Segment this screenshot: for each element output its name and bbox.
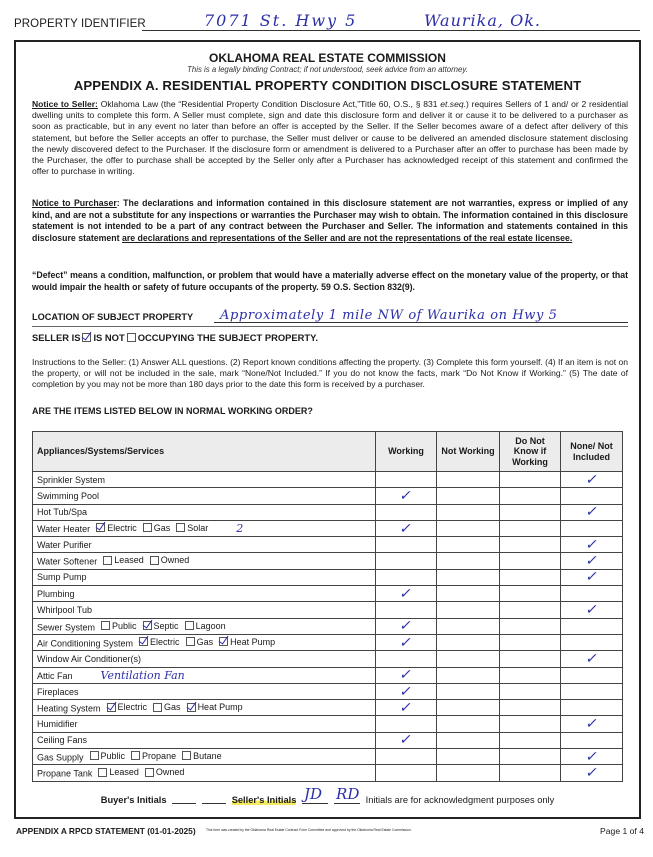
status-cell-not-working[interactable]: [437, 732, 500, 748]
item-name: Heating System: [37, 703, 101, 714]
table-row: [33, 569, 623, 585]
option-label: Owned: [155, 767, 185, 778]
option-checkbox[interactable]: [90, 751, 99, 760]
item-option: [98, 767, 139, 777]
status-cell-not-working[interactable]: [437, 667, 500, 683]
status-cell-do-not-know[interactable]: [500, 504, 561, 520]
initials-row: [16, 785, 639, 805]
item-option: [150, 555, 190, 565]
option-label: Butane: [193, 750, 222, 761]
item-cell: [33, 634, 376, 650]
status-cell-none[interactable]: [561, 651, 623, 667]
option-label: Electric: [117, 702, 148, 713]
option-checkbox[interactable]: [103, 556, 112, 565]
option-checkbox[interactable]: [107, 703, 116, 712]
option-checkbox[interactable]: [150, 556, 159, 565]
option-checkbox[interactable]: [96, 523, 105, 532]
status-cell-none[interactable]: [561, 700, 623, 716]
item-name: Air Conditioning System: [37, 638, 134, 649]
status-cell-working[interactable]: [376, 651, 437, 667]
item-name: Water Heater: [37, 524, 91, 535]
status-cell-working[interactable]: [376, 472, 437, 488]
status-cell-none[interactable]: [561, 520, 623, 536]
working-order-question: ARE THE ITEMS LISTED BELOW IN NORMAL WORKING ORDER?: [32, 406, 313, 416]
check-mark-icon: ✓: [583, 716, 600, 733]
check-mark-icon: ✓: [583, 650, 600, 667]
seller-initial-2-value: RD: [336, 785, 360, 803]
table-header-row: [33, 432, 623, 472]
col-header-none-not-included: None/ Not Included: [561, 432, 623, 472]
item-cell: [33, 504, 376, 520]
check-mark-icon: ✓: [398, 487, 414, 504]
table-row: [33, 732, 623, 748]
footer-form-id: APPENDIX A RPCD STATEMENT (01-01-2025): [16, 826, 196, 836]
col-header-working: Working: [376, 432, 437, 472]
status-cell-not-working[interactable]: [437, 504, 500, 520]
status-cell-working[interactable]: [376, 569, 437, 585]
status-cell-not-working[interactable]: [437, 618, 500, 634]
status-cell-none[interactable]: [561, 553, 623, 569]
notice-to-purchaser: [32, 198, 628, 244]
option-label: Electric: [107, 522, 137, 533]
table-row: [33, 472, 623, 488]
status-cell-none[interactable]: [561, 765, 623, 781]
property-identifier: [14, 10, 640, 32]
status-cell-do-not-know[interactable]: [500, 700, 561, 716]
status-cell-none[interactable]: [561, 586, 623, 602]
status-cell-do-not-know[interactable]: [500, 553, 561, 569]
status-cell-none[interactable]: [561, 602, 623, 618]
status-cell-do-not-know[interactable]: [500, 716, 561, 732]
disclosure-form: [14, 40, 641, 819]
status-cell-not-working[interactable]: [437, 765, 500, 781]
status-cell-not-working[interactable]: [437, 586, 500, 602]
item-name: Gas Supply: [37, 752, 84, 763]
status-cell-do-not-know[interactable]: [500, 651, 561, 667]
notice-to-seller-label: Notice to Seller:: [32, 99, 98, 109]
table-row: [33, 651, 623, 667]
option-label: Solar: [187, 522, 209, 533]
item-name: Water Purifier: [37, 539, 92, 550]
status-cell-working[interactable]: [376, 586, 437, 602]
item-name: Sprinkler System: [37, 474, 106, 485]
status-cell-none[interactable]: [561, 634, 623, 650]
option-label: Septic: [153, 620, 179, 631]
status-cell-do-not-know[interactable]: [500, 765, 561, 781]
col-header-do-not-know: Do Not Know if Working: [500, 432, 561, 472]
item-name: Fireplaces: [37, 686, 79, 697]
check-mark-icon: ✓: [583, 748, 600, 765]
option-label: Heat Pump: [230, 636, 276, 647]
item-name: Propane Tank: [37, 768, 93, 779]
item-option: [182, 751, 222, 761]
notice-to-seller-italic: et.seq.: [440, 99, 466, 109]
item-name: Sump Pump: [37, 572, 87, 583]
table-row: [33, 700, 623, 716]
status-cell-do-not-know[interactable]: [500, 537, 561, 553]
item-name: Humidifier: [37, 719, 78, 730]
table-row: [33, 553, 623, 569]
check-mark-icon: ✓: [398, 667, 414, 684]
status-cell-not-working[interactable]: [437, 537, 500, 553]
item-cell: [33, 569, 376, 585]
commission-title: OKLAHOMA REAL ESTATE COMMISSION: [209, 51, 446, 65]
notice-to-purchaser-label: Notice to Purchaser: [32, 198, 117, 208]
item-cell: [33, 651, 376, 667]
item-cell: [33, 537, 376, 553]
status-cell-none[interactable]: [561, 569, 623, 585]
check-mark-icon: ✓: [583, 553, 600, 570]
option-checkbox[interactable]: [185, 621, 194, 630]
handwritten-note[interactable]: 2: [236, 522, 244, 536]
status-cell-not-working[interactable]: [437, 749, 500, 765]
check-mark-icon: ✓: [583, 602, 600, 619]
seller-initial-1-value: JD: [304, 785, 323, 803]
option-label: Leased: [109, 767, 139, 778]
option-checkbox[interactable]: [143, 621, 152, 630]
option-checkbox[interactable]: [145, 768, 154, 777]
item-name: Ceiling Fans: [37, 735, 88, 746]
defect-definition: “Defect” means a condition, malfunction, or problem that would have a materially adverse effect on the monetary value of the property, or that would impair the health or safety of future occupants of the property. 59 O.S. Section 832(9).: [32, 270, 628, 292]
status-cell-none[interactable]: [561, 716, 623, 732]
item-cell: [33, 488, 376, 504]
item-option: [103, 555, 144, 565]
occupancy-suffix: OCCUPYING THE SUBJECT PROPERTY.: [137, 332, 318, 343]
item-name: Attic Fan: [37, 670, 73, 681]
status-cell-working[interactable]: [376, 667, 437, 683]
item-name: Water Softener: [37, 556, 98, 567]
option-label: Heat Pump: [197, 702, 243, 713]
option-checkbox[interactable]: [153, 703, 162, 712]
status-cell-working[interactable]: [376, 634, 437, 650]
item-cell: [33, 520, 376, 536]
table-row: [33, 667, 623, 683]
item-cell: [33, 586, 376, 602]
option-checkbox[interactable]: [98, 768, 107, 777]
status-cell-working[interactable]: [376, 488, 437, 504]
option-label: Electric: [150, 636, 180, 647]
item-option: [187, 702, 243, 712]
status-cell-do-not-know[interactable]: [500, 569, 561, 585]
property-identifier-label: PROPERTY IDENTIFIER: [14, 18, 146, 30]
form-title: APPENDIX A. RESIDENTIAL PROPERTY CONDITION DISCLOSURE STATEMENT: [73, 78, 582, 93]
option-checkbox[interactable]: [219, 637, 228, 646]
option-label: Leased: [114, 555, 144, 566]
item-option: [143, 621, 179, 631]
status-cell-none[interactable]: [561, 683, 623, 699]
item-cell: [33, 716, 376, 732]
check-mark-icon: ✓: [398, 732, 414, 749]
item-option: [219, 637, 275, 647]
status-cell-not-working[interactable]: [437, 634, 500, 650]
option-label: Gas: [196, 636, 214, 647]
status-cell-none[interactable]: [561, 749, 623, 765]
status-cell-do-not-know[interactable]: [500, 749, 561, 765]
buyer-initials-label: Buyer's Initials: [100, 795, 167, 805]
item-cell: [33, 553, 376, 569]
page-number: Page 1 of 4: [600, 826, 644, 836]
status-cell-not-working[interactable]: [437, 472, 500, 488]
status-cell-do-not-know[interactable]: [500, 732, 561, 748]
status-cell-do-not-know[interactable]: [500, 586, 561, 602]
status-cell-do-not-know[interactable]: [500, 520, 561, 536]
table-row: [33, 749, 623, 765]
status-cell-do-not-know[interactable]: [500, 618, 561, 634]
table-row: [33, 586, 623, 602]
status-cell-not-working[interactable]: [437, 602, 500, 618]
item-cell: [33, 602, 376, 618]
item-cell: [33, 667, 376, 683]
option-checkbox[interactable]: [187, 703, 196, 712]
occupancy-is-not: IS NOT: [93, 332, 125, 343]
location-label: LOCATION OF SUBJECT PROPERTY: [32, 312, 194, 322]
item-cell: [33, 700, 376, 716]
property-identifier-line: [142, 30, 640, 31]
status-cell-not-working[interactable]: [437, 520, 500, 536]
status-cell-working[interactable]: [376, 504, 437, 520]
status-cell-none[interactable]: [561, 667, 623, 683]
status-cell-working[interactable]: [376, 520, 437, 536]
status-cell-working[interactable]: [376, 700, 437, 716]
item-option: [96, 523, 137, 533]
location-field: [32, 304, 628, 324]
status-cell-do-not-know[interactable]: [500, 683, 561, 699]
option-checkbox[interactable]: [139, 637, 148, 646]
status-cell-do-not-know[interactable]: [500, 667, 561, 683]
status-cell-not-working[interactable]: [437, 488, 500, 504]
item-option: [153, 702, 181, 712]
check-mark-icon: ✓: [583, 764, 600, 781]
status-cell-do-not-know[interactable]: [500, 602, 561, 618]
item-cell: [33, 618, 376, 634]
item-option: [186, 637, 214, 647]
handwritten-note[interactable]: Ventilation Fan: [100, 668, 185, 682]
seller-is-checkbox[interactable]: [82, 333, 91, 342]
seller-instructions: Instructions to the Seller: (1) Answer ALL questions. (2) Report known conditions affecting the property. (3) Complete this form yourself. (4) If an item is not on the property, or will not be included in the sale, mark “None/Not Included.” If you do not know the facts, mark “Do Not Know if Working.” (5) The date of completion by you may not be more than 180 days prior to the date this form is received by a purchaser.: [32, 357, 628, 390]
buyer-initial-field-1[interactable]: [172, 803, 196, 804]
seller-initial-field-1[interactable]: [302, 785, 328, 804]
status-cell-working[interactable]: [376, 732, 437, 748]
option-checkbox[interactable]: [182, 751, 191, 760]
item-option: [185, 621, 226, 631]
col-header-item: Appliances/Systems/Services: [33, 432, 376, 472]
item-cell: [33, 732, 376, 748]
status-cell-working[interactable]: [376, 618, 437, 634]
check-mark-icon: ✓: [398, 618, 414, 635]
option-checkbox[interactable]: [101, 621, 110, 630]
table-row: [33, 520, 623, 536]
status-cell-working[interactable]: [376, 553, 437, 569]
property-identifier-city[interactable]: Waurika, Ok.: [424, 11, 541, 30]
seller-initial-field-2[interactable]: [334, 785, 360, 804]
seller-is-not-checkbox[interactable]: [127, 333, 136, 342]
item-cell: [33, 749, 376, 765]
table-row: [33, 618, 623, 634]
status-cell-none[interactable]: [561, 504, 623, 520]
option-label: Lagoon: [195, 620, 226, 631]
option-checkbox[interactable]: [131, 751, 140, 760]
option-label: Gas: [164, 702, 181, 713]
item-name: Swimming Pool: [37, 490, 100, 501]
item-cell: [33, 683, 376, 699]
notice-to-purchaser-text: : The declarations and information contained in this disclosure statement are not warranties, express or implied of any kind, and are not a substitute for any inspections or warranties the Purchaser may wish to obtain. The information contained in this disclosure statement is not intended to be a part of any contract between the Purchaser and Seller. The information and statements contained in this disclosure statement: [32, 198, 628, 243]
status-cell-working[interactable]: [376, 602, 437, 618]
item-option: [131, 751, 176, 761]
item-cell: [33, 765, 376, 781]
status-cell-not-working[interactable]: [437, 683, 500, 699]
option-label: Public: [112, 620, 137, 631]
col-header-not-working: Not Working: [437, 432, 500, 472]
status-cell-not-working[interactable]: [437, 569, 500, 585]
status-cell-none[interactable]: [561, 472, 623, 488]
status-cell-not-working[interactable]: [437, 700, 500, 716]
location-value[interactable]: Approximately 1 mile NW of Waurika on Hwy 5: [220, 308, 558, 323]
appliances-table: [32, 431, 623, 782]
status-cell-none[interactable]: [561, 488, 623, 504]
item-option: [139, 637, 180, 647]
notice-to-seller-text-cont: ) requires Sellers of 1 and/ or 2 residential dwelling units to complete this form. A Seller must complete, sign and date this disclosure form and deliver it or cause it to be delivered to a purchaser as soon as practicable, but in any event no later than before an offer is accepted by the Seller. If the Seller becomes aware of a defect after delivery of this statement, but before the Seller accepts an offer to purchase, the Seller must deliver or cause to be delivered an amended disclosure statement disclosing the newly discovered defect to the Purchaser. If the disclosure form or amendment is delivered to a Purchaser after an offer to purchase has been made by the Purchaser, the offer to purchase shall be accepted by the Seller only after a Purchaser has acknowledged receipt of this statement and confirmed the offer to purchase in writing.: [32, 99, 628, 177]
status-cell-do-not-know[interactable]: [500, 488, 561, 504]
check-mark-icon: ✓: [398, 520, 414, 537]
table-row: [33, 488, 623, 504]
occupancy-prefix: SELLER IS: [32, 332, 81, 343]
item-option: [101, 621, 137, 631]
notice-to-seller: [32, 99, 628, 177]
status-cell-not-working[interactable]: [437, 651, 500, 667]
status-cell-none[interactable]: [561, 618, 623, 634]
status-cell-not-working[interactable]: [437, 553, 500, 569]
check-mark-icon: ✓: [583, 504, 600, 521]
item-name: Sewer System: [37, 622, 96, 633]
buyer-initial-field-2[interactable]: [202, 803, 226, 804]
table-row: [33, 504, 623, 520]
item-option: [176, 523, 208, 533]
status-cell-not-working[interactable]: [437, 716, 500, 732]
item-name: Plumbing: [37, 588, 75, 599]
check-mark-icon: ✓: [583, 536, 600, 553]
property-identifier-address[interactable]: 7071 St. Hwy 5: [204, 11, 358, 30]
check-mark-icon: ✓: [583, 569, 600, 586]
option-label: Gas: [153, 522, 171, 533]
table-row: [33, 634, 623, 650]
check-mark-icon: ✓: [398, 585, 414, 602]
table-row: [33, 765, 623, 781]
table-row: [33, 602, 623, 618]
check-mark-icon: ✓: [398, 683, 414, 700]
status-cell-working[interactable]: [376, 749, 437, 765]
seller-initials-label: Seller's Initials: [231, 795, 297, 805]
status-cell-do-not-know[interactable]: [500, 472, 561, 488]
notice-to-seller-text: Oklahoma Law (the “Residential Property Condition Disclosure Act,”Title 60, O.S., § 831: [97, 99, 441, 109]
option-checkbox[interactable]: [143, 523, 152, 532]
check-mark-icon: ✓: [583, 471, 600, 488]
status-cell-none[interactable]: [561, 732, 623, 748]
item-cell: [33, 472, 376, 488]
item-option: [145, 767, 185, 777]
table-row: [33, 716, 623, 732]
table-row: [33, 537, 623, 553]
status-cell-working[interactable]: [376, 716, 437, 732]
item-name: Hot Tub/Spa: [37, 507, 88, 518]
occupancy-statement: [32, 332, 318, 343]
binding-notice: This is a legally binding Contract; if not understood, seek advice from an attorney.: [187, 65, 468, 74]
option-label: Public: [100, 750, 126, 761]
item-option: [143, 523, 171, 533]
status-cell-working[interactable]: [376, 537, 437, 553]
item-option: [107, 702, 148, 712]
notice-to-purchaser-underlined: are declarations and representations of the Seller and are not the representations of the real estate licensee.: [121, 232, 573, 243]
initials-note: Initials are for acknowledgment purposes only: [365, 795, 555, 805]
option-checkbox[interactable]: [186, 637, 195, 646]
status-cell-none[interactable]: [561, 537, 623, 553]
page-footer: [16, 826, 644, 840]
option-label: Owned: [160, 555, 190, 566]
status-cell-do-not-know[interactable]: [500, 634, 561, 650]
option-label: Propane: [142, 750, 177, 761]
check-mark-icon: ✓: [398, 699, 414, 716]
item-name: Window Air Conditioner(s): [37, 653, 142, 664]
table-row: [33, 683, 623, 699]
item-name: Whirlpool Tub: [37, 605, 93, 616]
status-cell-working[interactable]: [376, 765, 437, 781]
option-checkbox[interactable]: [176, 523, 185, 532]
footer-fine-print: This form was created by the Oklahoma Real Estate Contract Form Committee and approved by the Oklahoma Real Estate Commission.: [206, 828, 412, 832]
check-mark-icon: ✓: [398, 634, 414, 651]
location-divider: [32, 326, 628, 327]
status-cell-working[interactable]: [376, 683, 437, 699]
item-option: [90, 751, 126, 761]
